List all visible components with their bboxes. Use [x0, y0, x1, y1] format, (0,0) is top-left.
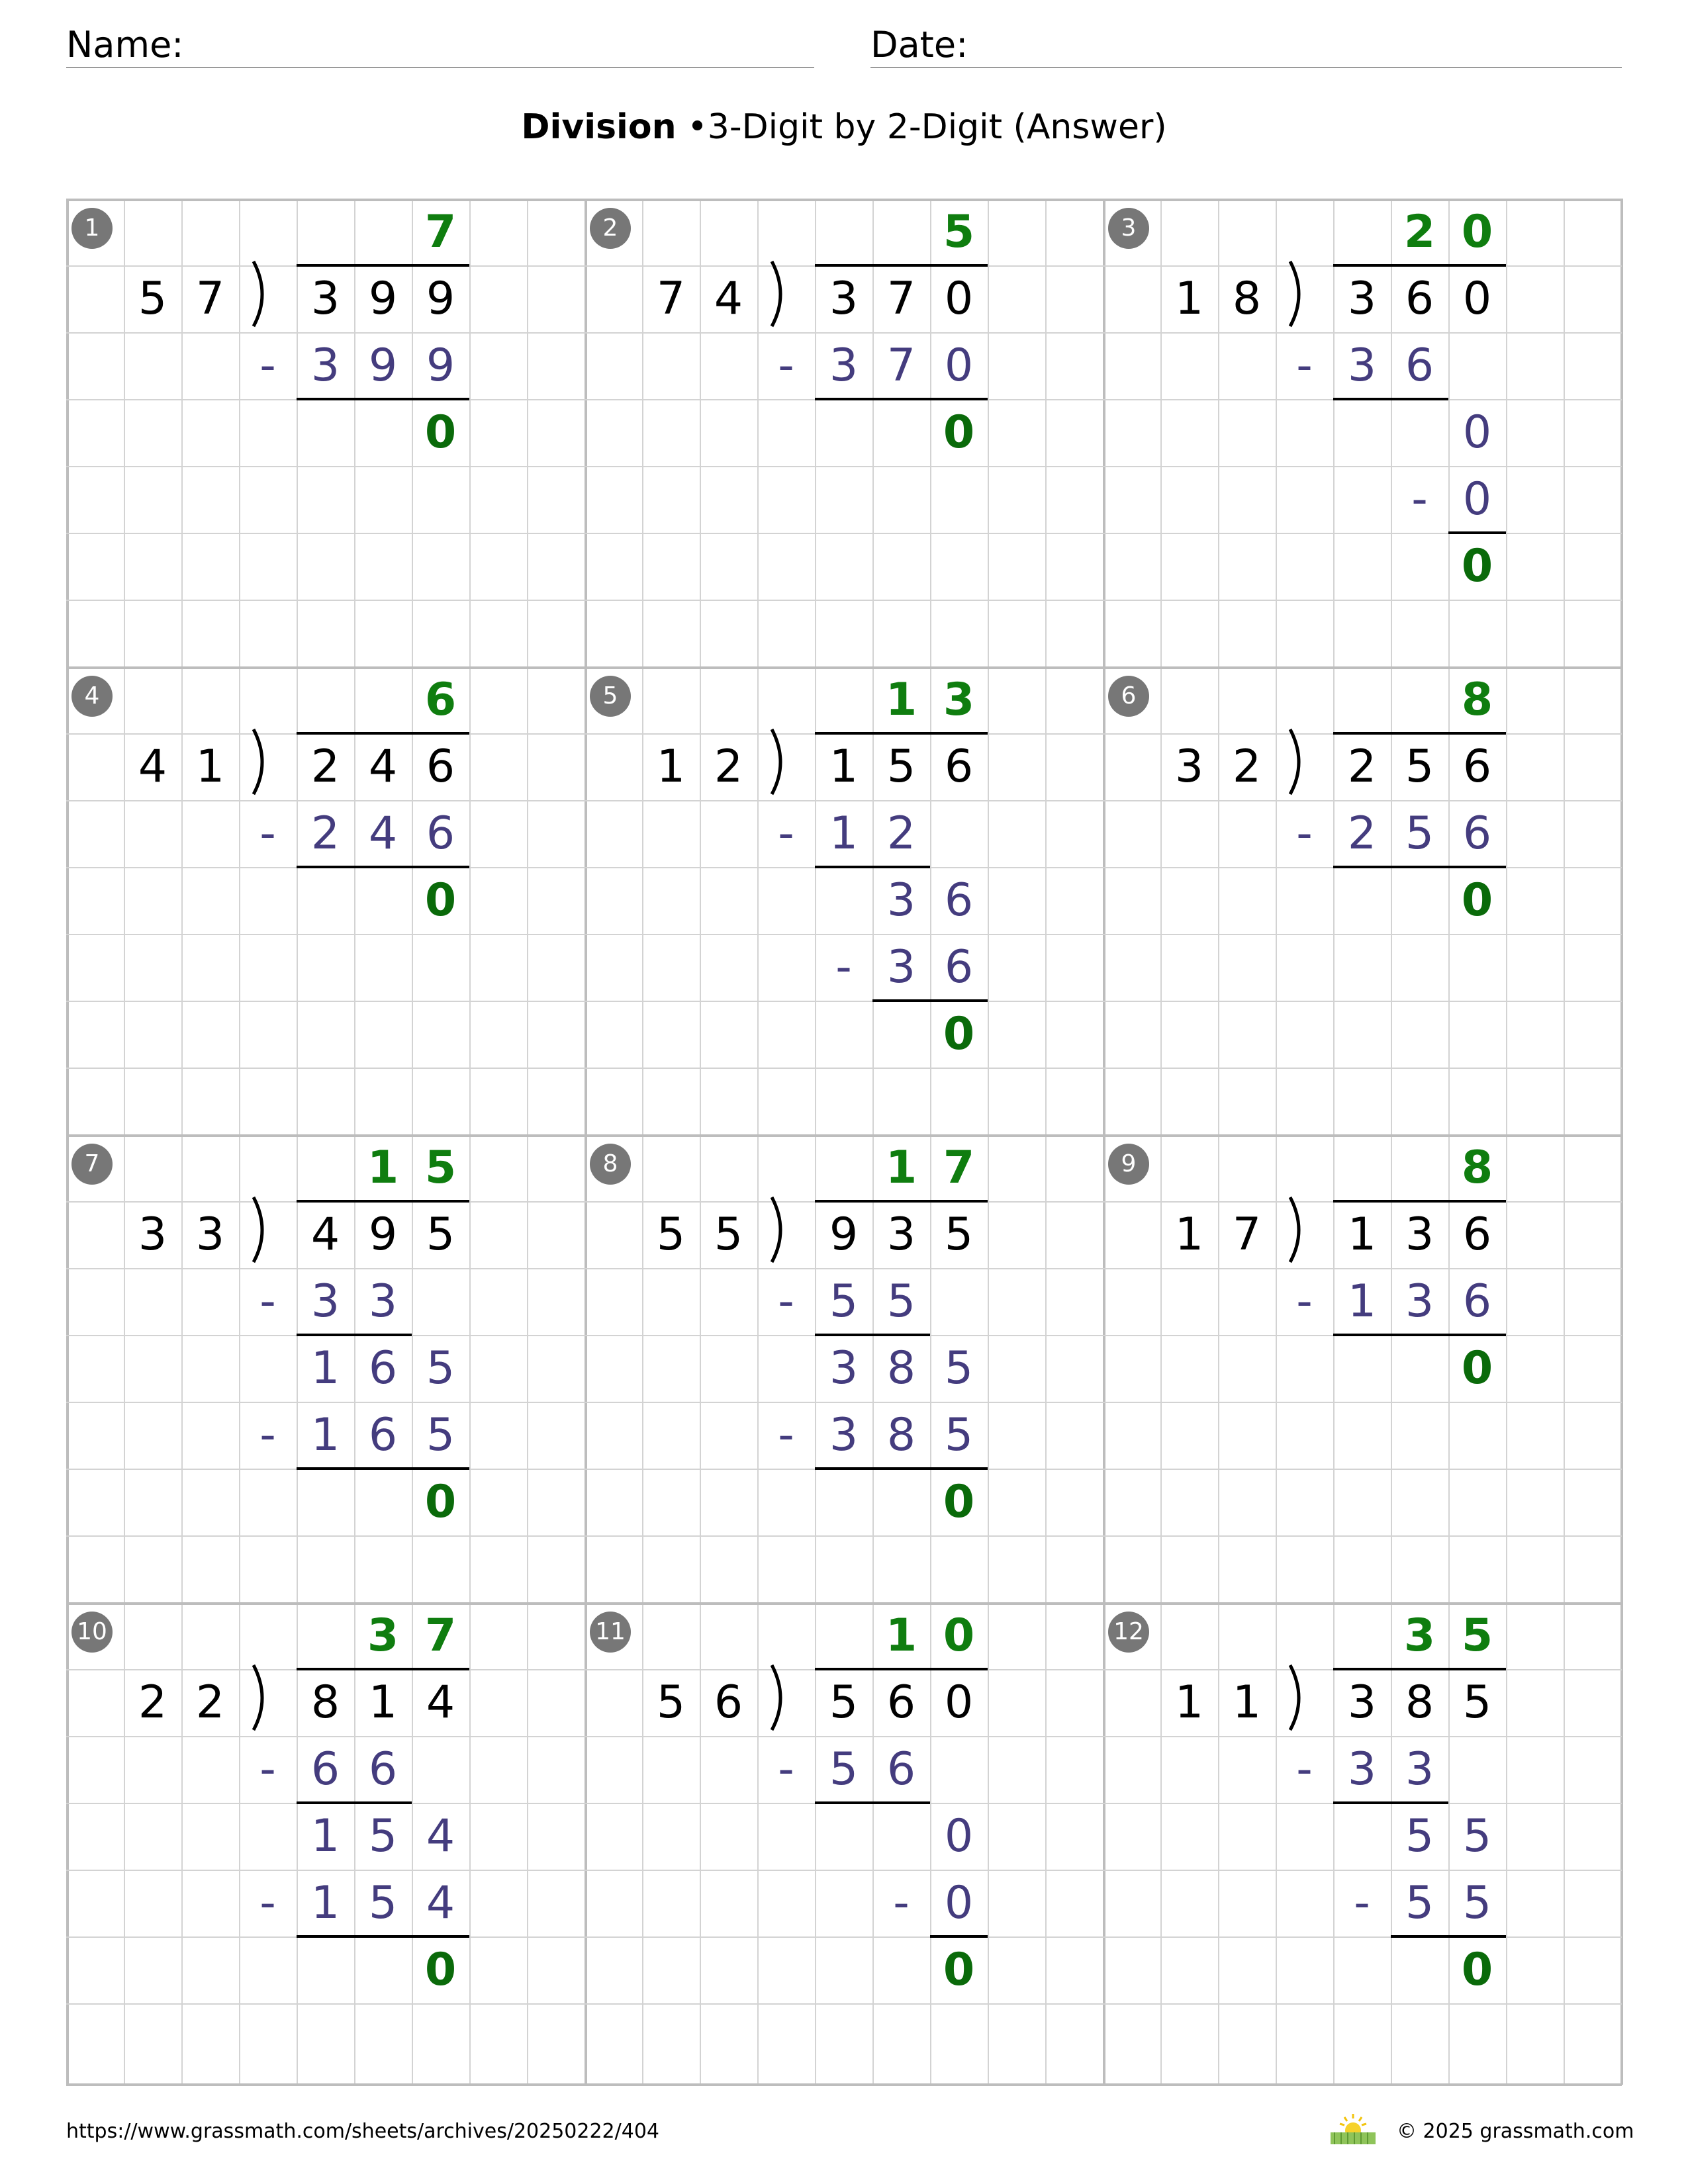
- dividend-digit: 3: [1347, 1676, 1377, 1729]
- bring-down-digit: 5: [368, 1810, 398, 1862]
- dividend-digit: 5: [886, 741, 916, 793]
- subtrahend-digit: 6: [1462, 1275, 1492, 1328]
- dividend-digit: 9: [368, 273, 398, 325]
- quotient-digit: 1: [367, 1142, 399, 1194]
- remainder-digit: 0: [943, 1476, 975, 1528]
- minus-sign: -: [835, 941, 852, 993]
- quotient-digit: 0: [943, 1610, 975, 1662]
- quotient-digit: 2: [1403, 206, 1436, 258]
- bring-down-digit: 0: [944, 1810, 974, 1862]
- division-bracket: [767, 724, 806, 803]
- minus-sign: -: [259, 807, 276, 860]
- minus-sign: -: [1411, 473, 1428, 525]
- division-bracket: [1285, 1660, 1325, 1739]
- divisor-digit: 2: [138, 1676, 167, 1729]
- quotient-digit: 1: [885, 674, 917, 726]
- subtrahend-digit: 3: [829, 1409, 859, 1461]
- dividend-digit: 5: [1405, 741, 1434, 793]
- quotient-digit: 5: [1461, 1610, 1493, 1662]
- dividend-digit: 2: [1347, 741, 1377, 793]
- problem-number-badge: 11: [590, 1612, 631, 1653]
- subtrahend-digit: 6: [886, 1743, 916, 1796]
- remainder-digit: 0: [424, 1476, 457, 1528]
- quotient-digit: 3: [1403, 1610, 1436, 1662]
- vinculum-line: [1333, 1200, 1506, 1203]
- problem-number-badge: 9: [1108, 1144, 1149, 1185]
- title-main: Division: [521, 107, 677, 147]
- subtrahend-digit: 6: [1462, 807, 1492, 860]
- minus-sign: -: [1354, 1877, 1370, 1929]
- minus-sign: -: [1296, 807, 1313, 860]
- problem-number-badge: 5: [590, 676, 631, 717]
- division-bracket: [767, 1660, 806, 1739]
- problem-number-badge: 12: [1108, 1612, 1149, 1653]
- quotient-digit: 0: [1461, 206, 1493, 258]
- dividend-digit: 4: [310, 1208, 340, 1261]
- quotient-digit: 6: [424, 674, 457, 726]
- dividend-digit: 6: [1405, 273, 1434, 325]
- divisor-digit: 1: [195, 741, 225, 793]
- dividend-digit: 6: [1462, 1208, 1492, 1261]
- subtrahend-digit: 0: [944, 340, 974, 392]
- minus-sign: -: [1296, 340, 1313, 392]
- remainder-digit: 0: [424, 406, 457, 459]
- division-bracket: [1285, 724, 1325, 803]
- dividend-digit: 5: [426, 1208, 455, 1261]
- minus-sign: -: [259, 1743, 276, 1796]
- subtrahend-digit: 1: [1347, 1275, 1377, 1328]
- remainder-digit: 0: [1461, 1944, 1493, 1996]
- vinculum-line: [815, 732, 988, 735]
- division-problem: [585, 666, 1103, 1138]
- subtrahend-digit: 6: [944, 941, 974, 993]
- dividend-digit: 0: [1462, 273, 1492, 325]
- remainder-digit: 0: [943, 1008, 975, 1060]
- subtraction-line: [815, 1801, 930, 1804]
- dividend-digit: 5: [944, 1208, 974, 1261]
- quotient-digit: 7: [424, 1610, 457, 1662]
- date-line[interactable]: [870, 67, 1622, 68]
- division-problem: [66, 666, 585, 1138]
- division-problem: [1103, 1134, 1621, 1606]
- minus-sign: -: [778, 1743, 794, 1796]
- subtrahend-digit: 3: [310, 340, 340, 392]
- division-problem: [585, 1134, 1103, 1606]
- division-problem: [66, 1134, 585, 1606]
- subtrahend-digit: 6: [426, 807, 455, 860]
- divisor-digit: 3: [1174, 741, 1204, 793]
- remainder-digit: 0: [1461, 1342, 1493, 1394]
- name-label: Name:: [66, 24, 184, 66]
- divisor-digit: 2: [195, 1676, 225, 1729]
- minus-sign: -: [778, 807, 794, 860]
- remainder-digit: 0: [1461, 874, 1493, 927]
- divisor-digit: 2: [1232, 741, 1262, 793]
- divisor-digit: 5: [656, 1676, 686, 1729]
- vinculum-line: [1333, 732, 1506, 735]
- bring-down-digit: 5: [426, 1342, 455, 1394]
- dividend-digit: 0: [944, 273, 974, 325]
- subtrahend-digit: 5: [1405, 807, 1434, 860]
- bring-down-digit: 5: [944, 1342, 974, 1394]
- title-bullet: •: [687, 107, 708, 147]
- subtrahend-digit: 5: [1462, 1877, 1492, 1929]
- minus-sign: -: [259, 340, 276, 392]
- dividend-digit: 9: [426, 273, 455, 325]
- dividend-digit: 3: [829, 273, 859, 325]
- dividend-digit: 8: [310, 1676, 340, 1729]
- subtrahend-digit: 6: [368, 1409, 398, 1461]
- vinculum-line: [815, 1200, 988, 1203]
- dividend-digit: 4: [426, 1676, 455, 1729]
- subtrahend-digit: 5: [829, 1275, 859, 1328]
- division-bracket: [767, 256, 806, 336]
- dividend-digit: 5: [829, 1676, 859, 1729]
- subtrahend-digit: 4: [368, 807, 398, 860]
- bring-down-digit: 0: [1462, 406, 1492, 459]
- problem-number-badge: 2: [590, 208, 631, 249]
- quotient-digit: 8: [1461, 674, 1493, 726]
- vinculum-line: [297, 1200, 469, 1203]
- minus-sign: -: [259, 1409, 276, 1461]
- minus-sign: -: [778, 340, 794, 392]
- worksheet-title: [0, 107, 1688, 147]
- problem-number-badge: 1: [71, 208, 113, 249]
- divisor-digit: 4: [714, 273, 743, 325]
- vinculum-line: [1333, 1668, 1506, 1670]
- dividend-digit: 1: [1347, 1208, 1377, 1261]
- division-bracket: [248, 1192, 288, 1271]
- remainder-digit: 0: [1461, 540, 1493, 592]
- divisor-digit: 8: [1232, 273, 1262, 325]
- subtrahend-digit: 8: [886, 1409, 916, 1461]
- subtrahend-digit: 5: [1405, 1877, 1434, 1929]
- minus-sign: -: [259, 1877, 276, 1929]
- minus-sign: -: [778, 1275, 794, 1328]
- subtrahend-digit: 1: [310, 1409, 340, 1461]
- dividend-digit: 0: [944, 1676, 974, 1729]
- vinculum-line: [1333, 264, 1506, 267]
- division-bracket: [248, 1660, 288, 1739]
- division-problem: [66, 199, 585, 670]
- subtrahend-digit: 5: [944, 1409, 974, 1461]
- divisor-digit: 7: [1232, 1208, 1262, 1261]
- subtrahend-digit: 6: [1405, 340, 1434, 392]
- quotient-digit: 5: [943, 206, 975, 258]
- problem-number-badge: 10: [71, 1612, 113, 1653]
- divisor-digit: 1: [1174, 273, 1204, 325]
- remainder-digit: 0: [424, 874, 457, 927]
- dividend-digit: 7: [886, 273, 916, 325]
- grid-line-horizontal: [66, 2083, 1622, 2086]
- subtrahend-digit: 4: [426, 1877, 455, 1929]
- bring-down-digit: 8: [886, 1342, 916, 1394]
- subtrahend-digit: 3: [310, 1275, 340, 1328]
- subtrahend-digit: 1: [829, 807, 859, 860]
- dividend-digit: 9: [368, 1208, 398, 1261]
- division-problem: [66, 1602, 585, 2073]
- subtrahend-digit: 3: [1405, 1275, 1434, 1328]
- subtrahend-digit: 5: [829, 1743, 859, 1796]
- subtrahend-digit: 0: [944, 1877, 974, 1929]
- division-bracket: [248, 256, 288, 336]
- division-bracket: [1285, 1192, 1325, 1271]
- division-bracket: [1285, 256, 1325, 336]
- subtrahend-digit: 3: [368, 1275, 398, 1328]
- vinculum-line: [297, 1668, 469, 1670]
- subtrahend-digit: 5: [886, 1275, 916, 1328]
- subtrahend-digit: 3: [1347, 1743, 1377, 1796]
- problem-number-badge: 7: [71, 1144, 113, 1185]
- dividend-digit: 9: [829, 1208, 859, 1261]
- quotient-digit: 3: [367, 1610, 399, 1662]
- subtrahend-digit: 6: [368, 1743, 398, 1796]
- dividend-digit: 3: [310, 273, 340, 325]
- subtrahend-digit: 6: [310, 1743, 340, 1796]
- division-problem: [585, 1602, 1103, 2073]
- bring-down-digit: 6: [368, 1342, 398, 1394]
- divisor-digit: 4: [138, 741, 167, 793]
- division-problem: [1103, 1602, 1621, 2073]
- division-problem: [1103, 666, 1621, 1138]
- subtrahend-digit: 0: [1462, 473, 1492, 525]
- minus-sign: -: [1296, 1275, 1313, 1328]
- dividend-digit: 5: [1462, 1676, 1492, 1729]
- division-bracket: [767, 1192, 806, 1271]
- subtrahend-digit: 3: [829, 340, 859, 392]
- division-problem: [1103, 199, 1621, 670]
- subtrahend-digit: 3: [886, 941, 916, 993]
- vinculum-line: [815, 1668, 988, 1670]
- divisor-digit: 1: [1232, 1676, 1262, 1729]
- footer-url: https://www.grassmath.com/sheets/archives/20250222/404: [66, 2120, 660, 2143]
- bring-down-digit: 3: [886, 874, 916, 927]
- bring-down-digit: 3: [829, 1342, 859, 1394]
- subtrahend-digit: 3: [1405, 1743, 1434, 1796]
- subtrahend-digit: 5: [368, 1877, 398, 1929]
- divisor-digit: 5: [714, 1208, 743, 1261]
- divisor-digit: 1: [656, 741, 686, 793]
- bring-down-digit: 6: [944, 874, 974, 927]
- divisor-digit: 3: [195, 1208, 225, 1261]
- answer-grid: [66, 199, 1622, 2085]
- subtrahend-digit: 9: [426, 340, 455, 392]
- quotient-digit: 7: [424, 206, 457, 258]
- divisor-digit: 7: [656, 273, 686, 325]
- quotient-digit: 1: [885, 1610, 917, 1662]
- sun-over-grass-icon: [1327, 2113, 1380, 2146]
- subtrahend-digit: 3: [1347, 340, 1377, 392]
- quotient-digit: 8: [1461, 1142, 1493, 1194]
- divisor-digit: 5: [138, 273, 167, 325]
- dividend-digit: 6: [1462, 741, 1492, 793]
- dividend-digit: 8: [1405, 1676, 1434, 1729]
- minus-sign: -: [893, 1877, 910, 1929]
- divisor-digit: 6: [714, 1676, 743, 1729]
- dividend-digit: 4: [368, 741, 398, 793]
- remainder-digit: 0: [424, 1944, 457, 1996]
- dividend-digit: 2: [310, 741, 340, 793]
- dividend-digit: 6: [886, 1676, 916, 1729]
- vinculum-line: [297, 732, 469, 735]
- dividend-digit: 1: [829, 741, 859, 793]
- bring-down-digit: 1: [310, 1342, 340, 1394]
- bring-down-digit: 1: [310, 1810, 340, 1862]
- minus-sign: -: [1296, 1743, 1313, 1796]
- dividend-digit: 6: [426, 741, 455, 793]
- name-line[interactable]: [66, 67, 814, 68]
- remainder-digit: 0: [943, 1944, 975, 1996]
- title-sub: 3-Digit by 2-Digit (Answer): [707, 107, 1167, 147]
- subtrahend-digit: 2: [1347, 807, 1377, 860]
- subtrahend-digit: 2: [310, 807, 340, 860]
- divisor-digit: 3: [138, 1208, 167, 1261]
- remainder-digit: 0: [943, 406, 975, 459]
- subtrahend-digit: 2: [886, 807, 916, 860]
- subtraction-line: [1333, 398, 1448, 400]
- problem-number-badge: 8: [590, 1144, 631, 1185]
- divisor-digit: 1: [1174, 1208, 1204, 1261]
- dividend-digit: 3: [1405, 1208, 1434, 1261]
- divisor-digit: 5: [656, 1208, 686, 1261]
- division-problem: [585, 199, 1103, 670]
- subtrahend-digit: 5: [426, 1409, 455, 1461]
- vinculum-line: [815, 264, 988, 267]
- quotient-digit: 5: [424, 1142, 457, 1194]
- quotient-digit: 7: [943, 1142, 975, 1194]
- divisor-digit: 1: [1174, 1676, 1204, 1729]
- date-label: Date:: [870, 24, 968, 66]
- quotient-digit: 3: [943, 674, 975, 726]
- bring-down-digit: 5: [1405, 1810, 1434, 1862]
- bring-down-digit: 4: [426, 1810, 455, 1862]
- divisor-digit: 2: [714, 741, 743, 793]
- minus-sign: -: [259, 1275, 276, 1328]
- vinculum-line: [297, 264, 469, 267]
- minus-sign: -: [778, 1409, 794, 1461]
- dividend-digit: 3: [1347, 273, 1377, 325]
- quotient-digit: 1: [885, 1142, 917, 1194]
- problem-number-badge: 3: [1108, 208, 1149, 249]
- problem-number-badge: 4: [71, 676, 113, 717]
- division-bracket: [248, 724, 288, 803]
- subtrahend-digit: 7: [886, 340, 916, 392]
- subtrahend-digit: 1: [310, 1877, 340, 1929]
- dividend-digit: 3: [886, 1208, 916, 1261]
- bring-down-digit: 5: [1462, 1810, 1492, 1862]
- dividend-digit: 1: [368, 1676, 398, 1729]
- divisor-digit: 7: [195, 273, 225, 325]
- footer-copyright: © 2025 grassmath.com: [1397, 2120, 1634, 2143]
- dividend-digit: 6: [944, 741, 974, 793]
- problem-number-badge: 6: [1108, 676, 1149, 717]
- subtrahend-digit: 9: [368, 340, 398, 392]
